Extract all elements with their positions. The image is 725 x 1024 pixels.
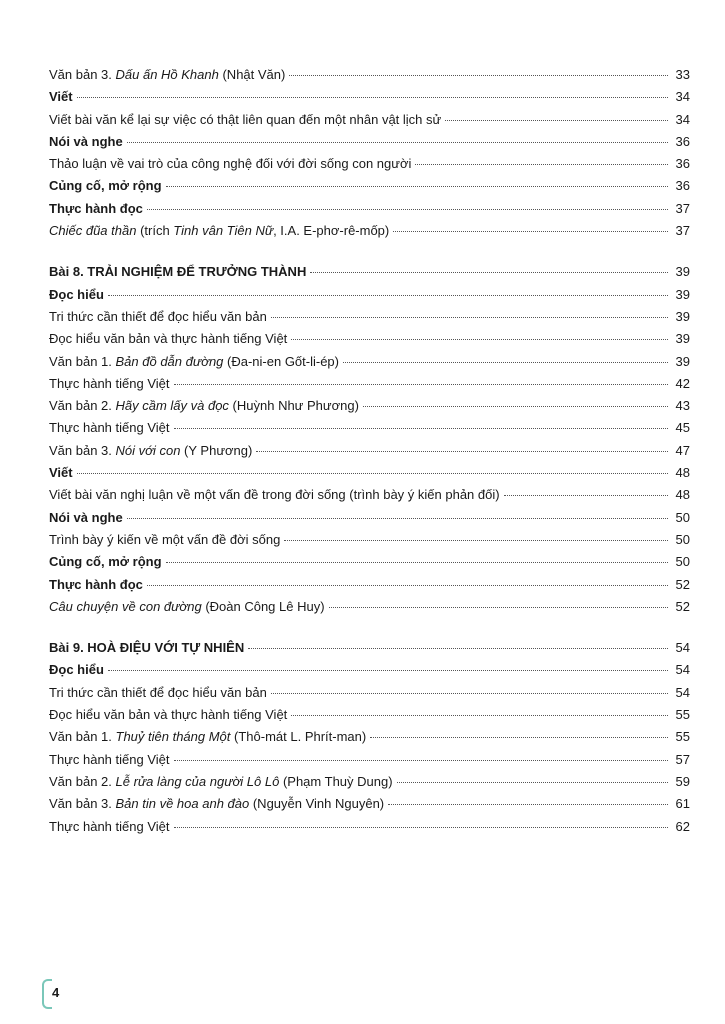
- dot-leader: [291, 339, 668, 340]
- toc-entry-work-title: Nói với con: [115, 442, 181, 458]
- toc-entry-title: [49, 175, 162, 197]
- dot-leader: [363, 406, 668, 407]
- toc-entry-text: Đọc hiểu văn bản và thực hành tiếng Việt: [49, 331, 288, 347]
- toc-entry[interactable]: [49, 328, 690, 350]
- toc-entry-text: Văn bản 2.: [49, 398, 116, 414]
- toc-entry-page: 39: [675, 308, 690, 324]
- toc-entry-text: Đọc hiểu: [49, 286, 104, 302]
- toc-entry[interactable]: [49, 771, 690, 793]
- toc-entry[interactable]: [49, 417, 690, 439]
- toc-entry[interactable]: [49, 793, 690, 815]
- toc-entry-text: Tri thức cần thiết để đọc hiểu văn bản: [49, 684, 267, 700]
- toc-entry-text: (Phạm Thuỳ Dung): [279, 773, 393, 789]
- toc-entry-work-title: Lễ rửa làng của người Lô Lô: [115, 773, 280, 789]
- dot-leader: [174, 827, 669, 828]
- toc-entry-text: Thực hành tiếng Việt: [49, 375, 170, 391]
- toc-entry-text: Thực hành đọc: [49, 576, 143, 592]
- toc-entry-title: [49, 153, 411, 175]
- toc-entry-page: 62: [675, 818, 690, 834]
- toc-section-heading[interactable]: [49, 462, 690, 484]
- dot-leader: [77, 473, 668, 474]
- toc-entry-title: [49, 328, 287, 350]
- toc-section-heading[interactable]: [49, 551, 690, 573]
- toc-entry-work-title: Câu chuyện về con đường: [49, 598, 202, 614]
- dot-leader: [108, 295, 668, 296]
- toc-entry-title: [49, 351, 339, 373]
- toc-entry-work-title: Bản tin về hoa anh đào: [115, 796, 250, 812]
- dot-leader: [370, 737, 668, 738]
- toc-entry-title: [49, 596, 325, 618]
- toc-entry-title: [49, 131, 123, 153]
- toc-section-heading[interactable]: [49, 86, 690, 108]
- dot-leader: [415, 164, 668, 165]
- toc-entry-title: [49, 440, 252, 462]
- dot-leader: [504, 495, 668, 496]
- toc-entry-title: [49, 109, 441, 131]
- dot-leader: [166, 186, 668, 187]
- toc-entry-title: [49, 462, 73, 484]
- page-number-bracket: [42, 979, 52, 1009]
- dot-leader: [248, 648, 668, 649]
- toc-entry-work-title: Thuỷ tiên tháng Một: [115, 729, 231, 745]
- toc-entry[interactable]: [49, 395, 690, 417]
- toc-entry-page: 52: [675, 598, 690, 614]
- toc-entry-text: Đọc hiểu: [49, 662, 104, 678]
- toc-entry-text: Thực hành tiếng Việt: [49, 420, 170, 436]
- toc-entry-text: Trình bày ý kiến về một vấn đề đời sống: [49, 531, 281, 547]
- toc-entry[interactable]: [49, 109, 690, 131]
- toc-entry-text: Văn bản 3.: [49, 442, 116, 458]
- toc-entry-text: , I.A. E-phơ-rê-mốp): [273, 223, 390, 239]
- toc-section-heading[interactable]: [49, 175, 690, 197]
- toc-entry-text: Viết bài văn nghị luận về một vấn đề trong đời sống (trình bày ý kiến phản đối): [49, 487, 500, 503]
- toc-entry-title: [49, 793, 384, 815]
- page-number: [52, 985, 59, 1000]
- toc-entry-page: 52: [675, 576, 690, 592]
- toc-entry-page: 39: [675, 286, 690, 302]
- toc-entry-title: [49, 771, 393, 793]
- toc-entry[interactable]: [49, 704, 690, 726]
- toc-entry-title: [49, 704, 287, 726]
- toc-entry[interactable]: [49, 153, 690, 175]
- dot-leader: [397, 782, 668, 783]
- toc-entry[interactable]: [49, 726, 690, 748]
- toc-entry-work-title: Bản đồ dẫn đường: [115, 353, 224, 369]
- dot-leader: [108, 670, 668, 671]
- toc-entry-text: (Đoàn Công Lê Huy): [201, 598, 325, 614]
- dot-leader: [127, 142, 668, 143]
- toc-entry-page: 48: [675, 487, 690, 503]
- toc-entry-page: 36: [675, 156, 690, 172]
- toc-section-heading[interactable]: [49, 198, 690, 220]
- toc-entry-title: [49, 261, 306, 283]
- toc-entry-title: [49, 682, 267, 704]
- toc-entry-work-title: Chiếc đũa thần: [49, 223, 137, 239]
- toc-entry-text: Thảo luận về vai trò của công nghệ đối với đời sống con người: [49, 156, 412, 172]
- toc-entry-work-title: Dấu ấn Hồ Khanh: [115, 67, 219, 82]
- toc-entry-page: 33: [675, 67, 690, 82]
- toc-entry-title: [49, 749, 170, 771]
- table-of-contents: [49, 64, 690, 838]
- toc-entry-text: Bài 9. HOÀ ĐIỆU VỚI TỰ NHIÊN: [49, 640, 245, 656]
- toc-entry-page: 45: [675, 420, 690, 436]
- toc-lesson-heading[interactable]: [49, 261, 690, 283]
- toc-entry[interactable]: [49, 373, 690, 395]
- toc-entry[interactable]: [49, 749, 690, 771]
- toc-entry-page: 57: [675, 751, 690, 767]
- toc-entry-page: 55: [675, 707, 690, 723]
- toc-entry-title: [49, 306, 267, 328]
- toc-entry-text: Thực hành tiếng Việt: [49, 751, 170, 767]
- dot-leader: [393, 231, 668, 232]
- toc-entry-text: Văn bản 1.: [49, 353, 116, 369]
- dot-leader: [174, 760, 669, 761]
- toc-entry-page: 36: [675, 133, 690, 149]
- toc-entry-page: 39: [675, 264, 690, 280]
- dot-leader: [445, 120, 668, 121]
- toc-entry[interactable]: [49, 351, 690, 373]
- toc-entry-page: 54: [675, 684, 690, 700]
- dot-leader: [310, 272, 668, 273]
- toc-entry-title: [49, 395, 359, 417]
- dot-leader: [284, 540, 668, 541]
- toc-section-heading[interactable]: [49, 574, 690, 596]
- dot-leader: [127, 518, 668, 519]
- toc-entry-page: 50: [675, 509, 690, 525]
- toc-section-heading[interactable]: [49, 284, 690, 306]
- toc-entry-page: 39: [675, 353, 690, 369]
- toc-entry-title: [49, 637, 244, 659]
- toc-entry-text: (Nhật Văn): [218, 67, 286, 82]
- toc-entry[interactable]: [49, 64, 690, 86]
- toc-entry-text: (Y Phương): [180, 442, 253, 458]
- toc-entry-text: (Đa-ni-en Gốt-li-ép): [223, 353, 339, 369]
- toc-entry-work-title: Hãy cầm lấy và đọc: [115, 398, 229, 414]
- toc-entry-text: Viết bài văn kể lại sự việc có thật liên quan đến một nhân vật lịch sử: [49, 111, 442, 127]
- toc-entry-text: Thực hành tiếng Việt: [49, 818, 170, 834]
- dot-leader: [147, 209, 668, 210]
- toc-entry-text: (Thô-mát L. Phrít-man): [230, 729, 367, 745]
- toc-entry-page: 50: [675, 531, 690, 547]
- toc-entry-text: (Huỳnh Như Phương): [228, 398, 359, 414]
- toc-entry[interactable]: [49, 596, 690, 618]
- toc-entry-text: Bài 8. TRẢI NGHIỆM ĐỂ TRƯỞNG THÀNH: [49, 264, 307, 280]
- dot-leader: [343, 362, 668, 363]
- toc-section-heading[interactable]: [49, 131, 690, 153]
- toc-entry-title: [49, 373, 170, 395]
- toc-entry-title: [49, 507, 123, 529]
- toc-entry-text: Văn bản 3.: [49, 67, 116, 82]
- toc-entry-title: [49, 86, 73, 108]
- toc-entry[interactable]: [49, 682, 690, 704]
- toc-entry-page: 34: [675, 89, 690, 105]
- toc-entry-text: Viết: [49, 89, 73, 105]
- toc-entry-text: Đọc hiểu văn bản và thực hành tiếng Việt: [49, 707, 288, 723]
- toc-entry-title: [49, 816, 170, 838]
- toc-entry-text: Thực hành đọc: [49, 200, 143, 216]
- toc-entry-page: 34: [675, 111, 690, 127]
- toc-entry-page: 48: [675, 465, 690, 481]
- toc-entry-page: 54: [675, 640, 690, 656]
- toc-entry-text: Nói và nghe: [49, 133, 123, 149]
- toc-entry-page: 37: [675, 200, 690, 216]
- toc-entry-title: [49, 726, 366, 748]
- dot-leader: [174, 384, 669, 385]
- toc-entry-page: 54: [675, 662, 690, 678]
- toc-entry-page: 47: [675, 442, 690, 458]
- dot-leader: [147, 585, 668, 586]
- toc-entry-page: 42: [675, 375, 690, 391]
- toc-entry-title: [49, 417, 170, 439]
- dot-leader: [388, 804, 668, 805]
- toc-entry-page: 39: [675, 331, 690, 347]
- dot-leader: [174, 428, 669, 429]
- toc-section-heading[interactable]: [49, 659, 690, 681]
- toc-section-heading[interactable]: [49, 507, 690, 529]
- toc-entry-work-title: Tinh vân Tiên Nữ: [173, 223, 274, 239]
- dot-leader: [291, 715, 668, 716]
- toc-entry[interactable]: [49, 484, 690, 506]
- toc-entry-text: Củng cố, mở rộng: [49, 178, 162, 194]
- toc-entry-page: 37: [675, 223, 690, 239]
- toc-entry-title: [49, 659, 104, 681]
- toc-entry-title: [49, 220, 389, 242]
- toc-entry-title: [49, 484, 500, 506]
- toc-entry-text: Viết: [49, 465, 73, 481]
- toc-entry-title: [49, 64, 285, 86]
- dot-leader: [77, 97, 668, 98]
- toc-entry-title: [49, 529, 280, 551]
- toc-entry[interactable]: [49, 440, 690, 462]
- toc-entry[interactable]: [49, 306, 690, 328]
- toc-entry[interactable]: [49, 529, 690, 551]
- toc-entry-page: 43: [675, 398, 690, 414]
- section-gap: [49, 618, 690, 637]
- section-gap: [49, 242, 690, 261]
- toc-entry-title: [49, 551, 162, 573]
- dot-leader: [289, 75, 668, 76]
- toc-entry-text: Tri thức cần thiết để đọc hiểu văn bản: [49, 308, 267, 324]
- page-number-value: 4: [52, 985, 60, 1000]
- toc-entry-text: Văn bản 1.: [49, 729, 116, 745]
- toc-entry[interactable]: [49, 816, 690, 838]
- toc-entry-page: 50: [675, 554, 690, 570]
- toc-entry-text: Nói và nghe: [49, 509, 123, 525]
- toc-entry-text: (trích: [136, 223, 174, 239]
- toc-entry-page: 61: [675, 796, 690, 812]
- toc-entry[interactable]: [49, 220, 690, 242]
- toc-entry-title: [49, 574, 143, 596]
- toc-lesson-heading[interactable]: [49, 637, 690, 659]
- toc-entry-page: 59: [675, 773, 690, 789]
- toc-entry-text: Văn bản 2.: [49, 773, 116, 789]
- toc-entry-title: [49, 198, 143, 220]
- toc-entry-text: Củng cố, mở rộng: [49, 554, 162, 570]
- toc-entry-title: [49, 284, 104, 306]
- dot-leader: [166, 562, 668, 563]
- toc-entry-page: 55: [675, 729, 690, 745]
- dot-leader: [271, 317, 668, 318]
- toc-entry-text: Văn bản 3.: [49, 796, 116, 812]
- dot-leader: [271, 693, 668, 694]
- dot-leader: [329, 607, 668, 608]
- toc-entry-page: 36: [675, 178, 690, 194]
- toc-entry-text: (Nguyễn Vinh Nguyên): [249, 796, 385, 812]
- dot-leader: [256, 451, 668, 452]
